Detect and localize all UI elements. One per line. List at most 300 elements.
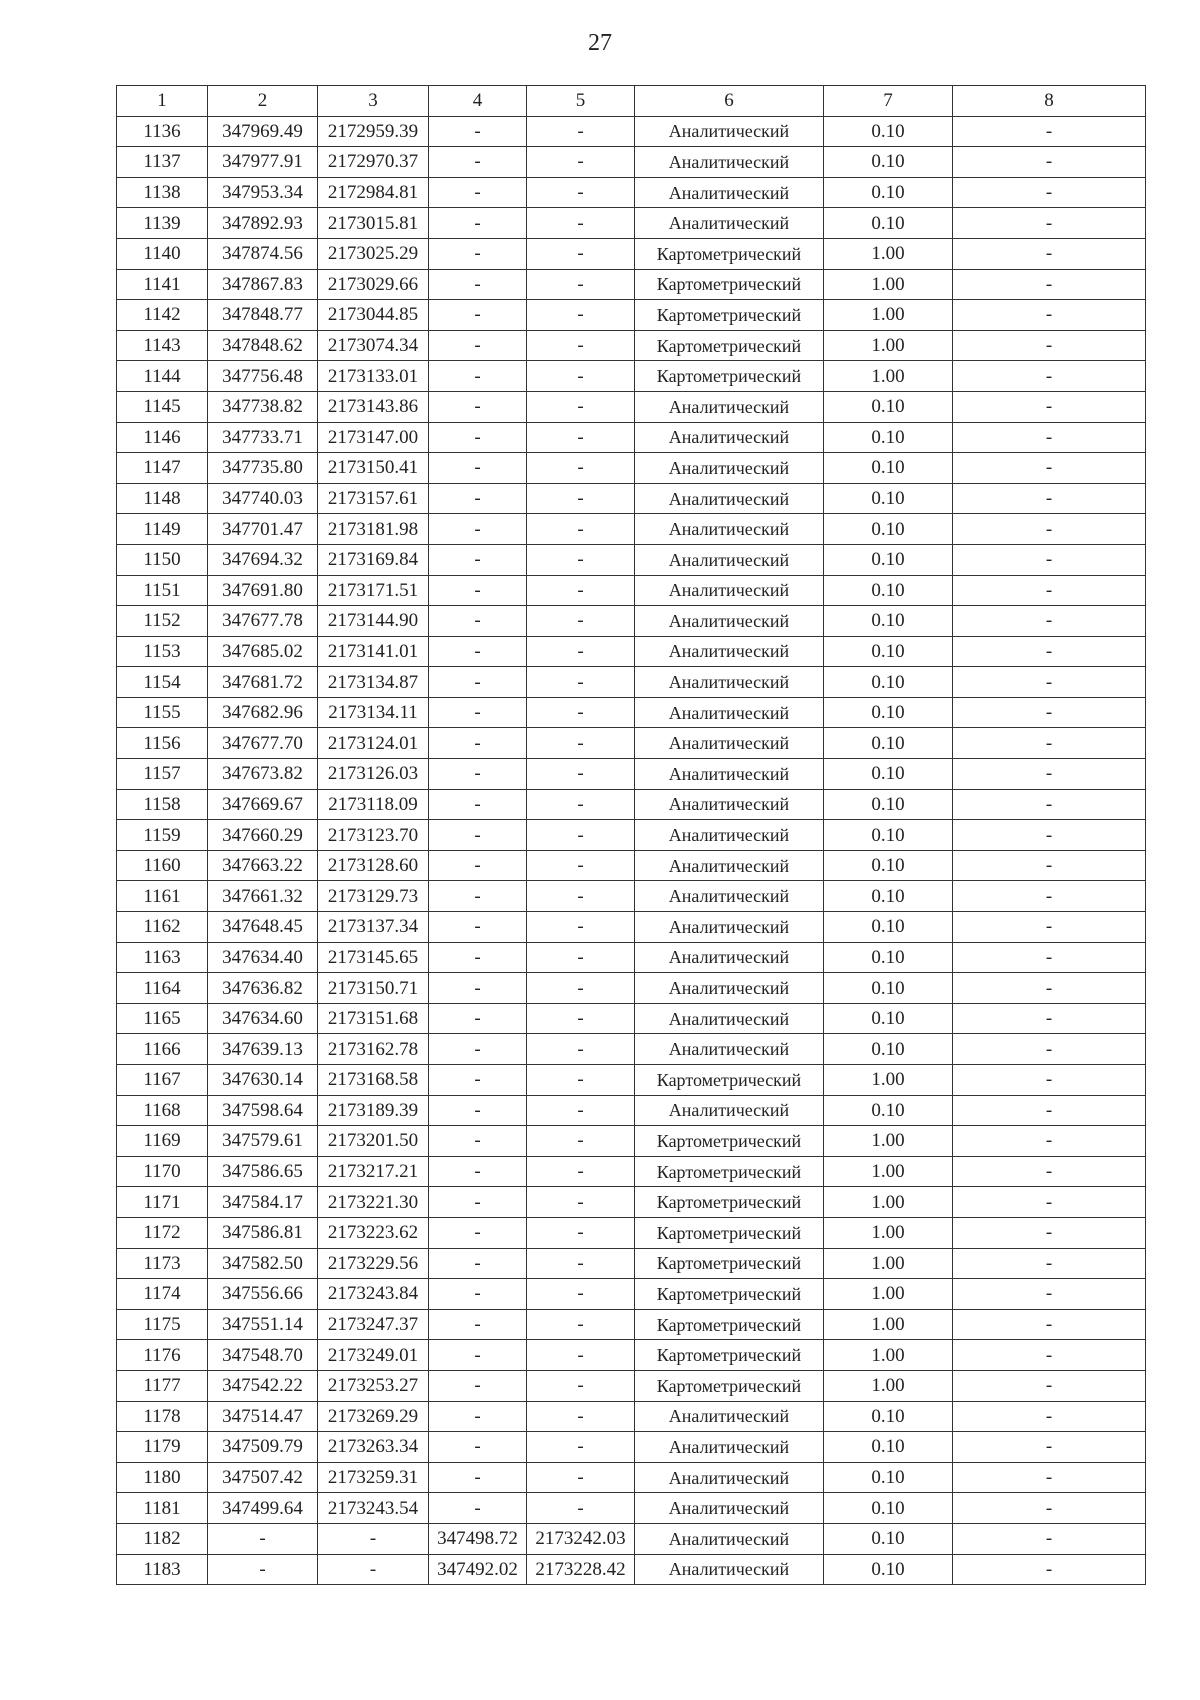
- table-cell: 0.10: [824, 606, 953, 637]
- table-cell: -: [429, 269, 527, 300]
- table-row: [117, 391, 1146, 422]
- table-cell: 347874.56: [208, 238, 318, 269]
- table-cell: 1.00: [824, 1309, 953, 1340]
- table-cell: 347660.29: [208, 820, 318, 851]
- table-cell: 2173253.27: [318, 1370, 429, 1401]
- table-cell: 0.10: [824, 636, 953, 667]
- table-cell: 2173144.90: [318, 606, 429, 637]
- table-cell: 2172970.37: [318, 147, 429, 178]
- table-cell: -: [429, 1370, 527, 1401]
- table-cell: -: [429, 116, 527, 147]
- table-cell: -: [429, 1432, 527, 1463]
- table-row: [117, 667, 1146, 698]
- table-cell: -: [429, 697, 527, 728]
- table-cell: 1.00: [824, 1370, 953, 1401]
- table-cell: Картометрический: [635, 1309, 824, 1340]
- table-cell: 1164: [117, 973, 208, 1004]
- table-cell: Аналитический: [635, 697, 824, 728]
- table-cell: -: [429, 1401, 527, 1432]
- table-cell: 1.00: [824, 300, 953, 331]
- table-cell: -: [429, 453, 527, 484]
- table-cell: -: [429, 177, 527, 208]
- table-cell: Аналитический: [635, 483, 824, 514]
- table-row: [117, 850, 1146, 881]
- table-cell: -: [429, 544, 527, 575]
- table-cell: Аналитический: [635, 1554, 824, 1585]
- table-cell: -: [953, 1432, 1146, 1463]
- table-cell: -: [527, 1370, 635, 1401]
- table-cell: -: [429, 1462, 527, 1493]
- table-cell: 0.10: [824, 942, 953, 973]
- page-number: 27: [588, 30, 612, 56]
- table-cell: -: [527, 453, 635, 484]
- table-cell: 2173025.29: [318, 238, 429, 269]
- table-cell: 1179: [117, 1432, 208, 1463]
- table-cell: Аналитический: [635, 422, 824, 453]
- table-cell: -: [527, 269, 635, 300]
- table-cell: -: [429, 575, 527, 606]
- table-cell: 1162: [117, 912, 208, 943]
- table-cell: 2173201.50: [318, 1126, 429, 1157]
- table-cell: -: [527, 361, 635, 392]
- table-cell: -: [953, 300, 1146, 331]
- table-cell: Картометрический: [635, 1187, 824, 1218]
- table-cell: 1.00: [824, 1279, 953, 1310]
- table-cell: 1153: [117, 636, 208, 667]
- table-cell: Аналитический: [635, 728, 824, 759]
- table-cell: 2173150.41: [318, 453, 429, 484]
- table-cell: 1140: [117, 238, 208, 269]
- table-cell: 1146: [117, 422, 208, 453]
- table-row: [117, 330, 1146, 361]
- table-cell: Аналитический: [635, 942, 824, 973]
- table-cell: 0.10: [824, 820, 953, 851]
- table-cell: 1183: [117, 1554, 208, 1585]
- table-cell: -: [527, 330, 635, 361]
- table-cell: -: [953, 881, 1146, 912]
- table-row: [117, 912, 1146, 943]
- table-cell: 1166: [117, 1034, 208, 1065]
- table-cell: -: [429, 238, 527, 269]
- table-cell: 1139: [117, 208, 208, 239]
- table-cell: 347738.82: [208, 391, 318, 422]
- table-cell: 347582.50: [208, 1248, 318, 1279]
- table-cell: 0.10: [824, 147, 953, 178]
- table-cell: 2173189.39: [318, 1095, 429, 1126]
- table-cell: -: [429, 1217, 527, 1248]
- table-cell: 1.00: [824, 269, 953, 300]
- table-cell: 0.10: [824, 1462, 953, 1493]
- table-cell: -: [953, 575, 1146, 606]
- table-cell: 1148: [117, 483, 208, 514]
- table-cell: 2173029.66: [318, 269, 429, 300]
- table-row: [117, 789, 1146, 820]
- table-cell: 347639.13: [208, 1034, 318, 1065]
- table-cell: -: [953, 1034, 1146, 1065]
- table-cell: 1165: [117, 1003, 208, 1034]
- table-cell: 347634.60: [208, 1003, 318, 1034]
- table-cell: -: [429, 942, 527, 973]
- table-row: [117, 1095, 1146, 1126]
- table-cell: 1175: [117, 1309, 208, 1340]
- table-cell: 347586.65: [208, 1156, 318, 1187]
- table-cell: -: [527, 1248, 635, 1279]
- table-cell: 347663.22: [208, 850, 318, 881]
- table-cell: 1173: [117, 1248, 208, 1279]
- table-cell: -: [429, 514, 527, 545]
- table-row: [117, 422, 1146, 453]
- table-cell: 347634.40: [208, 942, 318, 973]
- table-cell: -: [527, 1034, 635, 1065]
- table-cell: -: [953, 1554, 1146, 1585]
- table-cell: Картометрический: [635, 1370, 824, 1401]
- table-cell: Аналитический: [635, 850, 824, 881]
- table-cell: Аналитический: [635, 116, 824, 147]
- table-cell: Аналитический: [635, 1401, 824, 1432]
- table-row: [117, 606, 1146, 637]
- table-cell: 1142: [117, 300, 208, 331]
- table-cell: -: [527, 1003, 635, 1034]
- table-cell: 347661.32: [208, 881, 318, 912]
- table-cell: Картометрический: [635, 1065, 824, 1096]
- table-cell: 0.10: [824, 575, 953, 606]
- table-cell: 1147: [117, 453, 208, 484]
- table-cell: 0.10: [824, 1003, 953, 1034]
- table-cell: 2173145.65: [318, 942, 429, 973]
- table-cell: 2173157.61: [318, 483, 429, 514]
- table-cell: 1.00: [824, 1126, 953, 1157]
- table-cell: -: [953, 116, 1146, 147]
- table-cell: -: [953, 1279, 1146, 1310]
- table-cell: -: [953, 942, 1146, 973]
- column-header: 6: [635, 86, 824, 117]
- table-cell: -: [208, 1554, 318, 1585]
- table-cell: 2173169.84: [318, 544, 429, 575]
- table-cell: 2173123.70: [318, 820, 429, 851]
- table-cell: -: [318, 1554, 429, 1585]
- table-cell: -: [527, 177, 635, 208]
- table-cell: Аналитический: [635, 514, 824, 545]
- table-cell: 347514.47: [208, 1401, 318, 1432]
- table-cell: Аналитический: [635, 1462, 824, 1493]
- table-cell: -: [429, 483, 527, 514]
- table-cell: -: [429, 391, 527, 422]
- table-cell: Аналитический: [635, 881, 824, 912]
- table-cell: 347499.64: [208, 1493, 318, 1524]
- table-cell: -: [527, 238, 635, 269]
- table-cell: -: [429, 973, 527, 1004]
- table-cell: 347551.14: [208, 1309, 318, 1340]
- table-cell: -: [527, 820, 635, 851]
- table-cell: -: [953, 606, 1146, 637]
- table-cell: -: [953, 667, 1146, 698]
- table-cell: 347630.14: [208, 1065, 318, 1096]
- table-cell: -: [953, 1187, 1146, 1218]
- table-row: [117, 1065, 1146, 1096]
- table-cell: 2173243.54: [318, 1493, 429, 1524]
- table-cell: -: [953, 759, 1146, 790]
- table-cell: 2173134.87: [318, 667, 429, 698]
- table-row: [117, 1217, 1146, 1248]
- table-cell: Аналитический: [635, 759, 824, 790]
- table-cell: -: [429, 912, 527, 943]
- table-cell: 2173162.78: [318, 1034, 429, 1065]
- table-row: [117, 147, 1146, 178]
- table-cell: 0.10: [824, 973, 953, 1004]
- table-cell: 0.10: [824, 881, 953, 912]
- table-cell: 347694.32: [208, 544, 318, 575]
- table-cell: 1143: [117, 330, 208, 361]
- table-cell: 1136: [117, 116, 208, 147]
- table-cell: -: [429, 820, 527, 851]
- table-cell: -: [429, 330, 527, 361]
- table-row: [117, 1401, 1146, 1432]
- table-row: [117, 269, 1146, 300]
- table-cell: -: [429, 361, 527, 392]
- table-cell: -: [953, 1003, 1146, 1034]
- table-cell: 2173151.68: [318, 1003, 429, 1034]
- table-cell: 347598.64: [208, 1095, 318, 1126]
- table-cell: Аналитический: [635, 606, 824, 637]
- table-cell: 347579.61: [208, 1126, 318, 1157]
- table-cell: -: [953, 147, 1146, 178]
- table-cell: -: [429, 636, 527, 667]
- table-cell: Аналитический: [635, 636, 824, 667]
- table-cell: -: [429, 1340, 527, 1371]
- table-cell: 2173243.84: [318, 1279, 429, 1310]
- table-cell: 1168: [117, 1095, 208, 1126]
- table-cell: 2173126.03: [318, 759, 429, 790]
- table-cell: 347892.93: [208, 208, 318, 239]
- table-cell: -: [527, 575, 635, 606]
- table-cell: 347681.72: [208, 667, 318, 698]
- table-cell: 1160: [117, 850, 208, 881]
- table-cell: 0.10: [824, 789, 953, 820]
- table-cell: Аналитический: [635, 208, 824, 239]
- table-cell: 2173137.34: [318, 912, 429, 943]
- table-cell: -: [527, 667, 635, 698]
- table-row: [117, 1248, 1146, 1279]
- table-cell: 347586.81: [208, 1217, 318, 1248]
- table-cell: -: [429, 1003, 527, 1034]
- table-cell: Аналитический: [635, 912, 824, 943]
- table-cell: -: [527, 789, 635, 820]
- table-cell: 347584.17: [208, 1187, 318, 1218]
- table-row: [117, 636, 1146, 667]
- table-cell: -: [953, 1340, 1146, 1371]
- table-cell: 347969.49: [208, 116, 318, 147]
- table-cell: Картометрический: [635, 1126, 824, 1157]
- table-cell: -: [953, 361, 1146, 392]
- column-header: 5: [527, 86, 635, 117]
- table-cell: 2173044.85: [318, 300, 429, 331]
- table-cell: 1176: [117, 1340, 208, 1371]
- table-cell: -: [429, 667, 527, 698]
- table-cell: 0.10: [824, 483, 953, 514]
- table-cell: -: [953, 850, 1146, 881]
- table-cell: 347636.82: [208, 973, 318, 1004]
- table-cell: 0.10: [824, 1523, 953, 1554]
- table-cell: 1155: [117, 697, 208, 728]
- column-header: 2: [208, 86, 318, 117]
- table-cell: 347682.96: [208, 697, 318, 728]
- table-cell: 2173247.37: [318, 1309, 429, 1340]
- table-row: [117, 1340, 1146, 1371]
- table-cell: -: [953, 1156, 1146, 1187]
- table-row: [117, 759, 1146, 790]
- table-cell: Картометрический: [635, 238, 824, 269]
- table-row: [117, 238, 1146, 269]
- table-cell: 347677.70: [208, 728, 318, 759]
- table-cell: -: [527, 422, 635, 453]
- table-cell: -: [429, 1156, 527, 1187]
- table-cell: 2173147.00: [318, 422, 429, 453]
- table-row: [117, 453, 1146, 484]
- table-cell: -: [527, 391, 635, 422]
- table-cell: Аналитический: [635, 1523, 824, 1554]
- table-cell: 347548.70: [208, 1340, 318, 1371]
- table-cell: -: [527, 1217, 635, 1248]
- table-row: [117, 820, 1146, 851]
- table-cell: -: [953, 1370, 1146, 1401]
- table-cell: 2173229.56: [318, 1248, 429, 1279]
- table-cell: -: [429, 850, 527, 881]
- table-cell: 1.00: [824, 1156, 953, 1187]
- table-cell: 2173124.01: [318, 728, 429, 759]
- column-header: 1: [117, 86, 208, 117]
- table-cell: -: [527, 1065, 635, 1096]
- table-cell: -: [429, 422, 527, 453]
- table-cell: Аналитический: [635, 1003, 824, 1034]
- table-cell: -: [953, 820, 1146, 851]
- table-cell: -: [527, 1462, 635, 1493]
- table-cell: 347756.48: [208, 361, 318, 392]
- table-row: [117, 1003, 1146, 1034]
- table-cell: 347848.62: [208, 330, 318, 361]
- table-cell: -: [953, 238, 1146, 269]
- table-cell: -: [527, 759, 635, 790]
- table-row: [117, 1187, 1146, 1218]
- table-cell: Картометрический: [635, 269, 824, 300]
- table-cell: -: [527, 728, 635, 759]
- table-cell: -: [953, 1126, 1146, 1157]
- table-cell: 347556.66: [208, 1279, 318, 1310]
- table-cell: 1.00: [824, 361, 953, 392]
- table-cell: -: [527, 514, 635, 545]
- table-row: [117, 1493, 1146, 1524]
- table-cell: -: [953, 973, 1146, 1004]
- table-cell: -: [527, 636, 635, 667]
- table-row: [117, 544, 1146, 575]
- table-cell: -: [429, 1279, 527, 1310]
- table-cell: 0.10: [824, 1493, 953, 1524]
- table-cell: 2173168.58: [318, 1065, 429, 1096]
- table-cell: 2173259.31: [318, 1462, 429, 1493]
- table-cell: -: [527, 1095, 635, 1126]
- table-cell: 1157: [117, 759, 208, 790]
- table-cell: -: [527, 1340, 635, 1371]
- table-cell: 1150: [117, 544, 208, 575]
- table-cell: 1137: [117, 147, 208, 178]
- table-cell: -: [953, 208, 1146, 239]
- table-cell: 2173221.30: [318, 1187, 429, 1218]
- table-cell: Аналитический: [635, 1432, 824, 1463]
- table-cell: 347691.80: [208, 575, 318, 606]
- table-cell: -: [429, 1034, 527, 1065]
- table-cell: -: [429, 1126, 527, 1157]
- table-cell: 1171: [117, 1187, 208, 1218]
- table-cell: Картометрический: [635, 300, 824, 331]
- table-cell: 1163: [117, 942, 208, 973]
- table-cell: -: [953, 391, 1146, 422]
- table-cell: 347848.77: [208, 300, 318, 331]
- table-cell: -: [953, 636, 1146, 667]
- table-cell: Аналитический: [635, 177, 824, 208]
- table-cell: 347735.80: [208, 453, 318, 484]
- table-cell: Аналитический: [635, 973, 824, 1004]
- table-row: [117, 1554, 1146, 1585]
- table-cell: -: [318, 1523, 429, 1554]
- table-cell: -: [429, 606, 527, 637]
- table-cell: -: [953, 1248, 1146, 1279]
- table-cell: -: [429, 1309, 527, 1340]
- table-cell: 347542.22: [208, 1370, 318, 1401]
- table-cell: -: [527, 973, 635, 1004]
- table-cell: -: [953, 1309, 1146, 1340]
- table-cell: -: [953, 1401, 1146, 1432]
- table-cell: 2173074.34: [318, 330, 429, 361]
- table-cell: -: [527, 942, 635, 973]
- table-cell: -: [527, 147, 635, 178]
- table-cell: 2173228.42: [527, 1554, 635, 1585]
- table-row: [117, 361, 1146, 392]
- table-cell: 1159: [117, 820, 208, 851]
- table-cell: Аналитический: [635, 1493, 824, 1524]
- table-cell: 1.00: [824, 1248, 953, 1279]
- table-cell: -: [527, 606, 635, 637]
- table-cell: 1158: [117, 789, 208, 820]
- table-cell: 0.10: [824, 912, 953, 943]
- table-cell: -: [527, 483, 635, 514]
- table-cell: Аналитический: [635, 147, 824, 178]
- table-cell: 347677.78: [208, 606, 318, 637]
- table-cell: -: [527, 1156, 635, 1187]
- table-cell: 1.00: [824, 1065, 953, 1096]
- table-row: [117, 483, 1146, 514]
- table-cell: 1149: [117, 514, 208, 545]
- table-cell: -: [953, 269, 1146, 300]
- table-cell: Аналитический: [635, 391, 824, 422]
- table-cell: Аналитический: [635, 453, 824, 484]
- table-cell: 2173217.21: [318, 1156, 429, 1187]
- table-cell: -: [953, 912, 1146, 943]
- table-cell: Аналитический: [635, 1034, 824, 1065]
- table-cell: 347740.03: [208, 483, 318, 514]
- table-cell: 2172984.81: [318, 177, 429, 208]
- table-cell: 1.00: [824, 1187, 953, 1218]
- table-cell: -: [527, 1401, 635, 1432]
- table-cell: 0.10: [824, 116, 953, 147]
- table-cell: 1170: [117, 1156, 208, 1187]
- table-cell: -: [527, 1493, 635, 1524]
- table-cell: 2173118.09: [318, 789, 429, 820]
- table-row: [117, 1462, 1146, 1493]
- table-cell: -: [429, 1493, 527, 1524]
- table-cell: 2173015.81: [318, 208, 429, 239]
- table-cell: 0.10: [824, 208, 953, 239]
- table-row: [117, 1523, 1146, 1554]
- table-cell: 2173223.62: [318, 1217, 429, 1248]
